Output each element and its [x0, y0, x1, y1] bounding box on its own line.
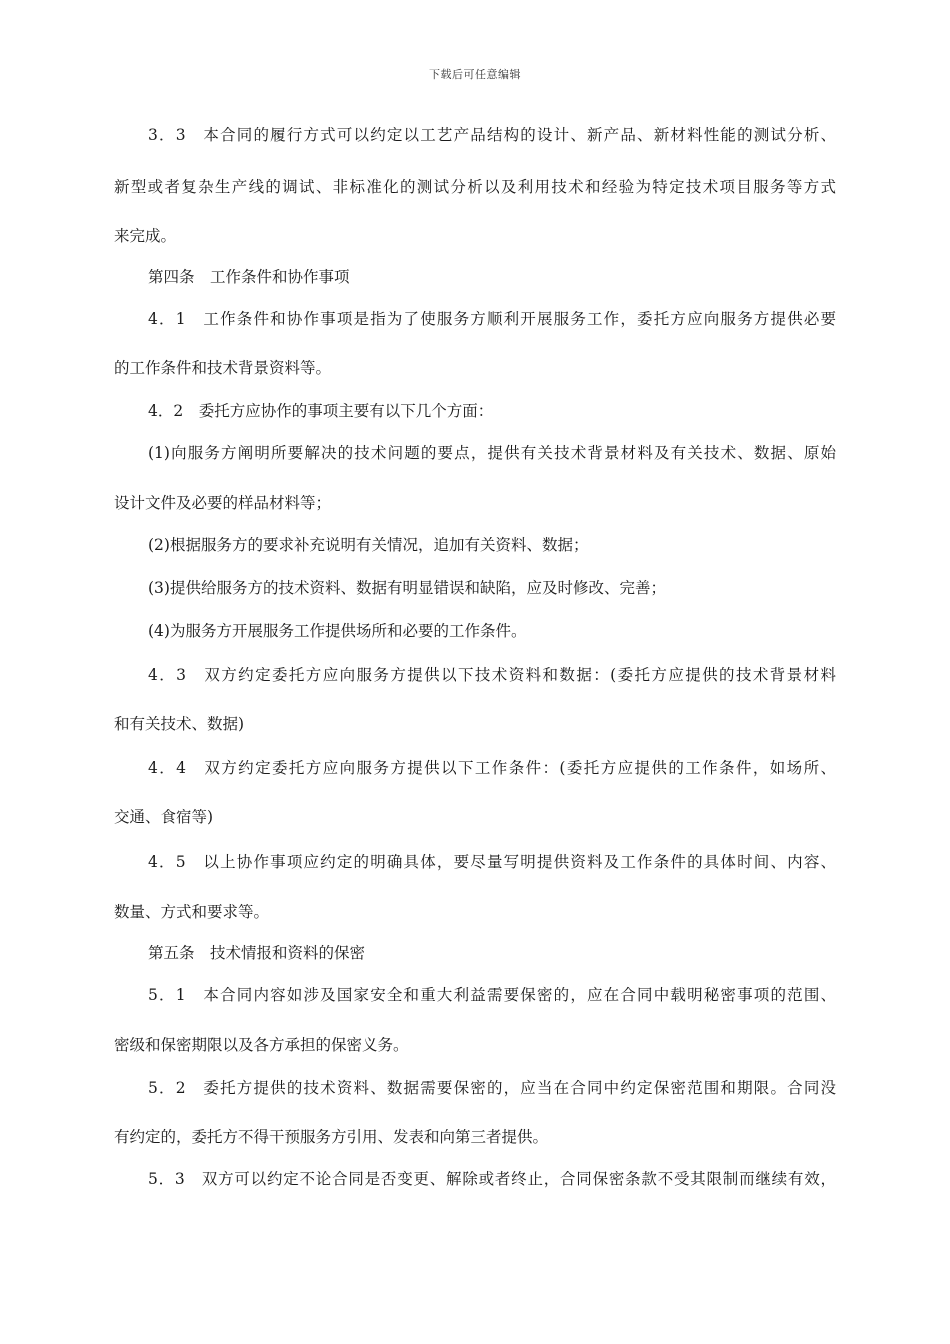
section-heading: 第五条 技术情报和资料的保密 — [148, 944, 366, 962]
text-line: 的工作条件和技术背景资料等。 — [114, 359, 332, 377]
text-line: (3)提供给服务方的技术资料、数据有明显错误和缺陷，应及时修改、完善； — [148, 579, 666, 597]
text-line: 有约定的，委托方不得干预服务方引用、发表和向第三者提供。 — [114, 1128, 549, 1146]
text-line: 数量、方式和要求等。 — [114, 903, 270, 921]
text-line: 4．4 双方约定委托方应向服务方提供以下工作条件：(委托方应提供的工作条件，如场所、 — [148, 759, 836, 777]
page-header: 下载后可任意编辑 — [429, 68, 521, 81]
text-line: 5．3 双方可以约定不论合同是否变更、解除或者终止，合同保密条款不受其限制而继续有效， — [148, 1170, 836, 1188]
text-line: (4)为服务方开展服务工作提供场所和必要的工作条件。 — [148, 622, 527, 640]
text-line: (2)根据服务方的要求补充说明有关情况，追加有关资料、数据； — [148, 536, 589, 554]
text-line: (1)向服务方阐明所要解决的技术问题的要点，提供有关技术背景材料及有关技术、数据、原始 — [148, 444, 836, 462]
text-line: 来完成。 — [114, 227, 177, 245]
text-line: 设计文件及必要的样品材料等； — [114, 494, 332, 512]
text-line: 密级和保密期限以及各方承担的保密义务。 — [114, 1036, 409, 1054]
text-line: 5．1 本合同内容如涉及国家安全和重大利益需要保密的，应在合同中载明秘密事项的范围、 — [148, 986, 836, 1004]
text-line: 3．3 本合同的履行方式可以约定以工艺产品结构的设计、新产品、新材料性能的测试分析、 — [148, 126, 836, 144]
text-line: 新型或者复杂生产线的调试、非标准化的测试分析以及利用技术和经验为特定技术项目服务等方式 — [114, 178, 836, 196]
text-line: 4．5 以上协作事项应约定的明确具体，要尽量写明提供资料及工作条件的具体时间、内容、 — [148, 853, 836, 871]
section-heading: 第四条 工作条件和协作事项 — [148, 268, 350, 286]
text-line: 4．3 双方约定委托方应向服务方提供以下技术资料和数据：(委托方应提供的技术背景材料 — [148, 666, 836, 684]
text-line: 和有关技术、数据) — [114, 715, 245, 733]
text-line: 5．2 委托方提供的技术资料、数据需要保密的，应当在合同中约定保密范围和期限。合同没 — [148, 1079, 836, 1097]
text-line: 4．1 工作条件和协作事项是指为了使服务方顺利开展服务工作，委托方应向服务方提供必要 — [148, 310, 836, 328]
text-line: 4．2 委托方应协作的事项主要有以下几个方面： — [148, 402, 494, 420]
text-line: 交通、食宿等) — [114, 808, 214, 826]
